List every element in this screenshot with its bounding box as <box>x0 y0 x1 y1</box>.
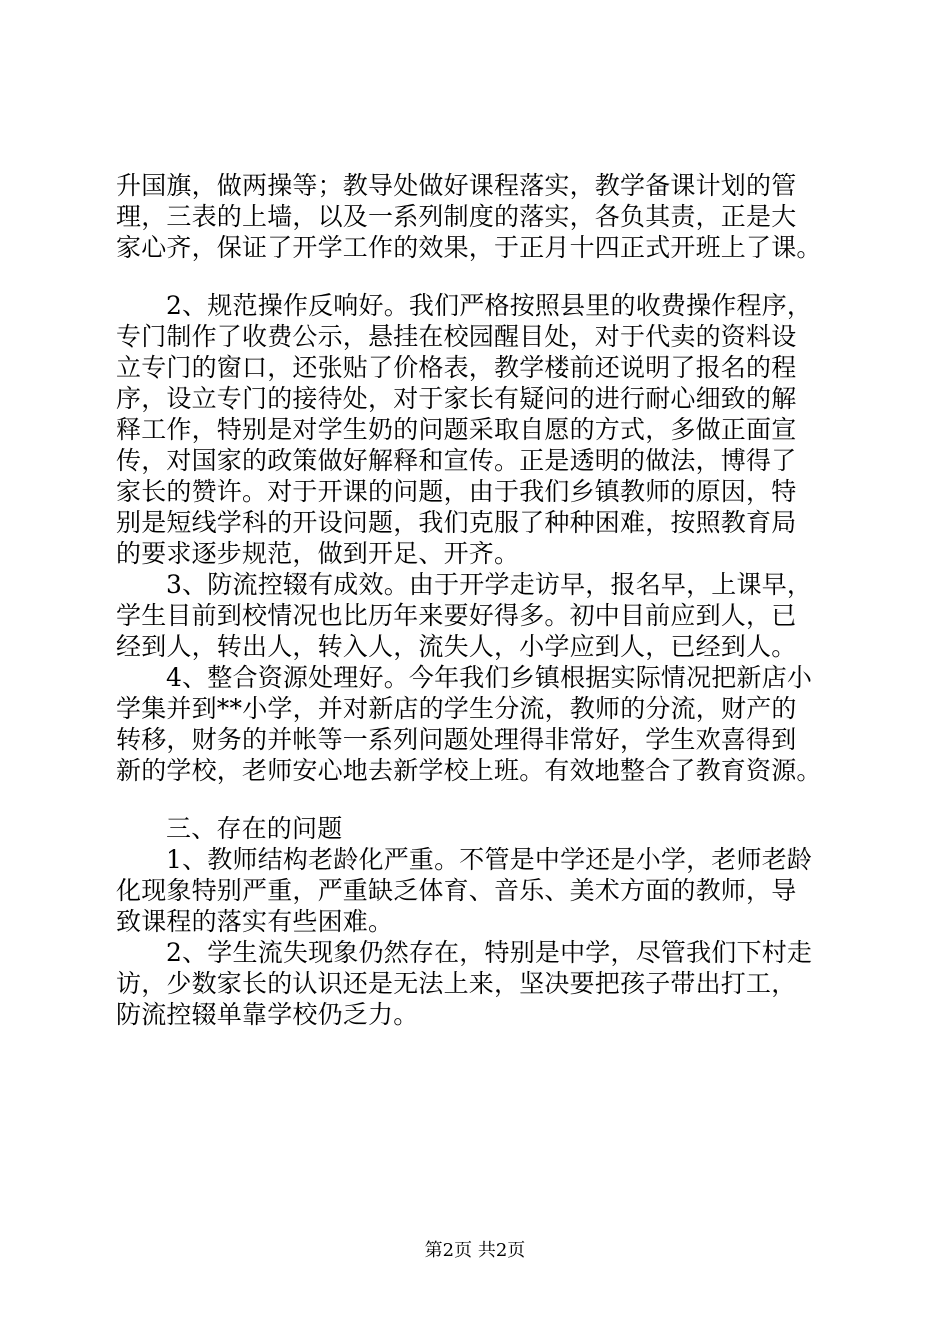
text-line: 学生目前到校情况也比历年来要好得多。初中目前应到人，已 <box>116 601 797 630</box>
text-line: 家心齐，保证了开学工作的效果，于正月十四正式开班上了课。 <box>116 233 822 262</box>
text-line: 防流控辍单靠学校仍乏力。 <box>116 1000 419 1029</box>
text-line: 别是短线学科的开设问题，我们克服了种种困难，按照教育局 <box>116 508 797 537</box>
text-line: 化现象特别严重，严重缺乏体育、音乐、美术方面的教师，导 <box>116 876 797 905</box>
text-line: 访，少数家长的认识还是无法上来，坚决要把孩子带出打工， <box>116 969 797 998</box>
text-line: 学集并到**小学，并对新店的学生分流，教师的分流，财产的 <box>116 694 797 723</box>
text-line: 理，三表的上墙，以及一系列制度的落实，各负其责，正是大 <box>116 202 797 231</box>
text-line: 新的学校，老师安心地去新学校上班。有效地整合了教育资源。 <box>116 756 822 785</box>
text-line: 序，设立专门的接待处，对于家长有疑问的进行耐心细致的解 <box>116 384 797 413</box>
text-line: 3、防流控辍有成效。由于开学走访早，报名早，上课早， <box>166 570 813 599</box>
document-body <box>116 170 856 1030</box>
text-line: 升国旗，做两操等；教导处做好课程落实，教学备课计划的管 <box>116 171 797 200</box>
text-line: 的要求逐步规范，做到开足、开齐。 <box>116 539 520 568</box>
text-line: 释工作，特别是对学生奶的问题采取自愿的方式，多做正面宣 <box>116 415 797 444</box>
text-line: 2、规范操作反响好。我们严格按照县里的收费操作程序， <box>166 291 813 320</box>
text-line: 4、整合资源处理好。今年我们乡镇根据实际情况把新店小 <box>166 663 813 692</box>
text-line: 转移，财务的并帐等一系列问题处理得非常好，学生欢喜得到 <box>116 725 797 754</box>
text-line: 经到人，转出人，转入人，流失人，小学应到人，已经到人。 <box>116 632 797 661</box>
text-line: 传，对国家的政策做好解释和宣传。正是透明的做法，博得了 <box>116 446 797 475</box>
text-line: 致课程的落实有些困难。 <box>116 907 394 936</box>
text-line: 家长的赞许。对于开课的问题，由于我们乡镇教师的原因，特 <box>116 477 797 506</box>
text-line: 专门制作了收费公示，悬挂在校园醒目处，对于代卖的资料设 <box>116 322 797 351</box>
text-line: 三、存在的问题 <box>166 814 343 843</box>
text-line: 立专门的窗口，还张贴了价格表，教学楼前还说明了报名的程 <box>116 353 797 382</box>
text-line: 1、教师结构老龄化严重。不管是中学还是小学，老师老龄 <box>166 845 813 874</box>
text-line: 2、学生流失现象仍然存在，特别是中学，尽管我们下村走 <box>166 938 813 967</box>
page-footer: 第2页 共2页 <box>424 1240 526 1261</box>
